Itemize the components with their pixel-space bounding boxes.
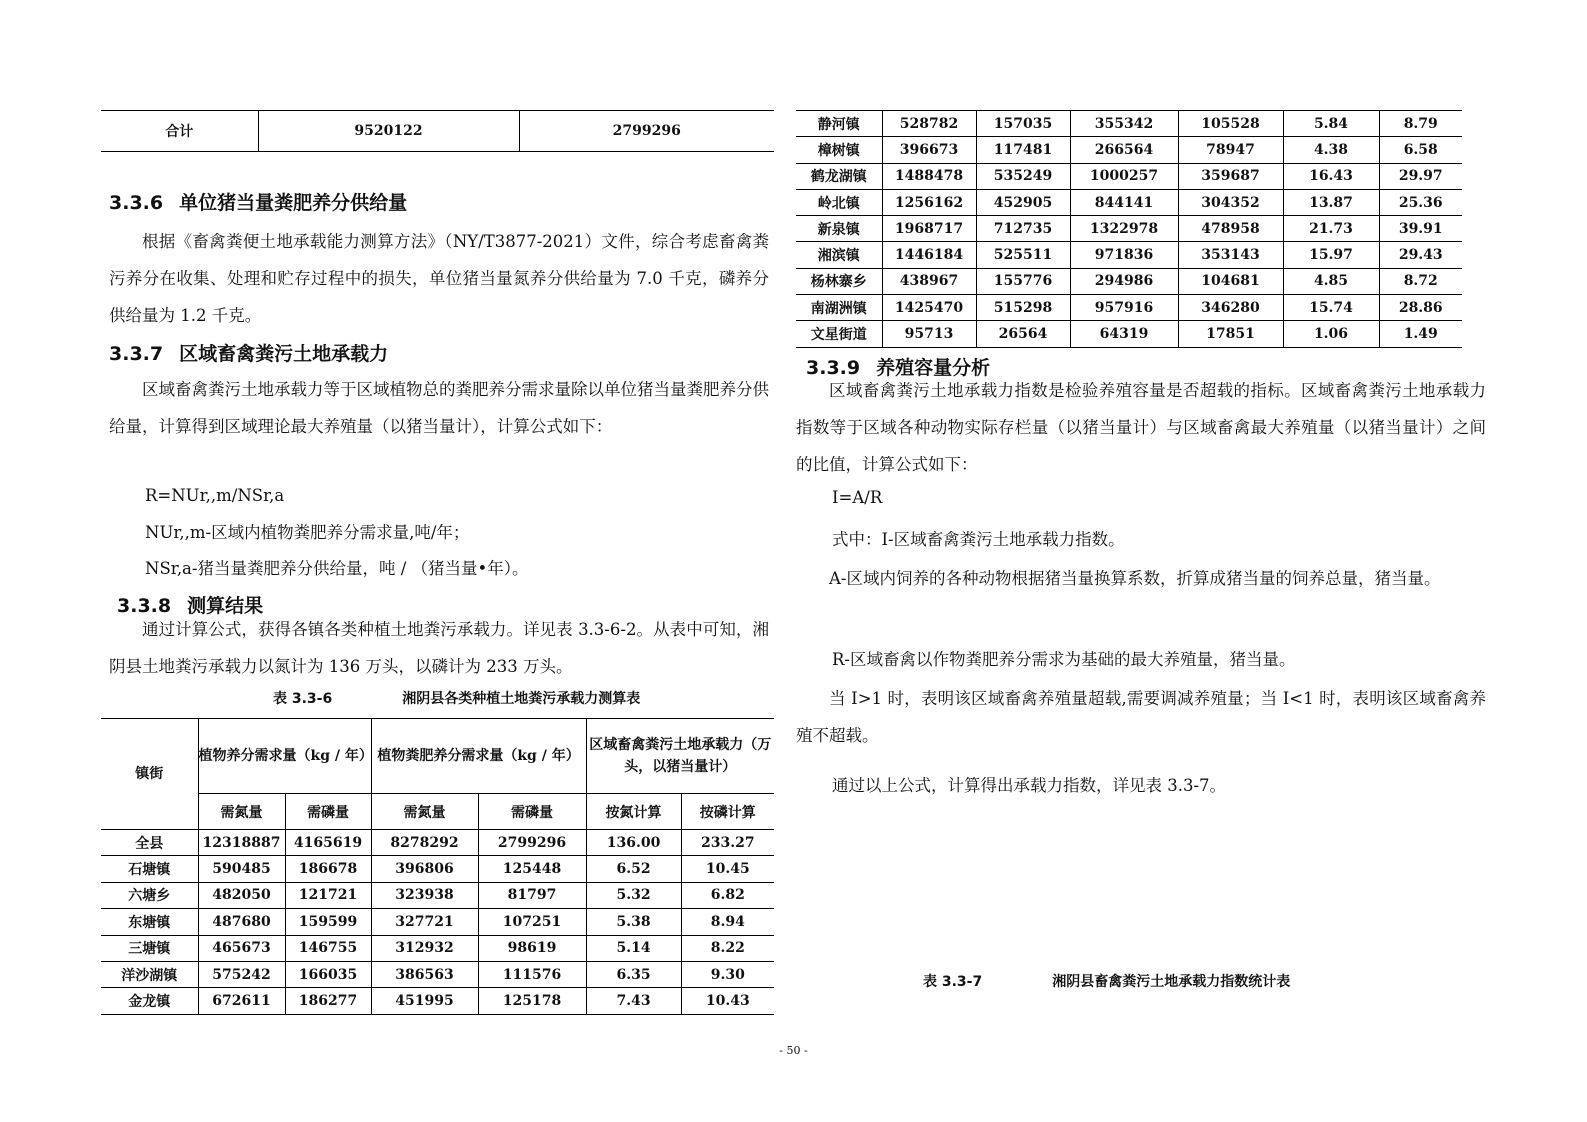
- cell-need-n: 1488478: [882, 163, 976, 189]
- cell-need-n: 95713: [882, 321, 976, 347]
- heading-3-3-6: [109, 188, 407, 215]
- cell-need-n: 1256162: [882, 189, 976, 215]
- cell-capacity-n: 5.32: [586, 882, 681, 908]
- cell-need-n: 528782: [882, 111, 976, 137]
- table-row: [101, 988, 774, 1014]
- cell-manure-n: 266564: [1070, 137, 1178, 163]
- definition-r: R-区域畜禽以作物粪肥养分需求为基础的最大养殖量，猪当量。: [832, 650, 1296, 669]
- cell-town: 石塘镇: [101, 856, 198, 882]
- cell-capacity-n: 15.97: [1283, 242, 1379, 268]
- cell-town: 岭北镇: [796, 189, 882, 215]
- cell-need-n: 482050: [198, 882, 285, 908]
- cell-manure-p: 107251: [478, 909, 586, 935]
- definition-a: A-区域内饲养的各种动物根据猪当量换算系数，折算成猪当量的饲养总量，猪当量。: [829, 569, 1441, 588]
- cell-capacity-n: 21.73: [1283, 216, 1379, 242]
- caption-title: 湘阴县畜禽粪污土地承载力指数统计表: [1052, 974, 1291, 990]
- header-plant-need: 植物养分需求量（kg / 年）: [198, 719, 371, 794]
- cell-manure-n: 386563: [371, 961, 478, 987]
- formula-i: I=A/R: [832, 488, 883, 507]
- cell-manure-n: 1322978: [1070, 216, 1178, 242]
- cell-capacity-p: 6.58: [1379, 137, 1462, 163]
- section-title: 单位猪当量粪肥养分供给量: [179, 192, 408, 214]
- cell-need-p: 157035: [976, 111, 1070, 137]
- cell-need-n: 438967: [882, 268, 976, 294]
- cell-need-p: 525511: [976, 242, 1070, 268]
- cell-capacity-p: 10.45: [681, 856, 774, 882]
- cell-manure-n: 8278292: [371, 830, 478, 856]
- cell-capacity-n: 15.74: [1283, 295, 1379, 321]
- cell-need-p: 117481: [976, 137, 1070, 163]
- section-number: 3.3.6: [109, 192, 164, 214]
- total-table: [101, 110, 774, 152]
- paragraph-3-3-9: 区域畜禽粪污土地承载力指数是检验养殖容量是否超载的指标。区域畜禽粪污土地承载力指数等于区域各种动物实际存栏量（以猪当量计）与区域畜禽最大养殖量（以猪当量计）之间的比值，计算公式如下：: [796, 381, 1486, 474]
- table-row: [796, 242, 1462, 268]
- cell-need-p: 186678: [285, 856, 371, 882]
- table-row: [796, 295, 1462, 321]
- cell-capacity-n: 6.52: [586, 856, 681, 882]
- cell-manure-p: 346280: [1178, 295, 1283, 321]
- cell-capacity-p: 28.86: [1379, 295, 1462, 321]
- table-row: [796, 321, 1462, 347]
- cell-manure-p: 478958: [1178, 216, 1283, 242]
- cell-manure-p: 17851: [1178, 321, 1283, 347]
- section-number: 3.3.8: [117, 595, 172, 617]
- paragraph-3-3-7: 区域畜禽粪污土地承载力等于区域植物总的粪肥养分需求量除以单位猪当量粪肥养分供给量，计算得到区域理论最大养殖量（以猪当量计），计算公式如下：: [109, 380, 769, 436]
- cell-need-n: 487680: [198, 909, 285, 935]
- section-title: 养殖容量分析: [876, 357, 991, 379]
- table-3-3-7-caption: [923, 971, 1290, 991]
- page-number: - 50 -: [779, 1044, 808, 1057]
- cell-need-n: 12318887: [198, 830, 285, 856]
- cell-capacity-p: 9.30: [681, 961, 774, 987]
- cell-capacity-n: 7.43: [586, 988, 681, 1014]
- cell-town: 南湖洲镇: [796, 295, 882, 321]
- paragraph-3-3-6: 根据《畜禽粪便土地承载能力测算方法》（NY/T3877-2021）文件，综合考虑畜禽粪污养分在收集、处理和贮存过程中的损失，单位猪当量氮养分供给量为 7.0 千克，磷养分供给量为 1.2 千克。: [109, 232, 769, 325]
- condition-text: 当 I>1 时，表明该区域畜禽养殖量超载,需要调减养殖量；当 I<1 时，表明该区域畜禽养殖不超载。: [796, 689, 1486, 745]
- cell-capacity-p: 6.82: [681, 882, 774, 908]
- cell-manure-n: 323938: [371, 882, 478, 908]
- cell-need-p: 4165619: [285, 830, 371, 856]
- cell-need-n: 1446184: [882, 242, 976, 268]
- cell-capacity-n: 5.14: [586, 935, 681, 961]
- cell-capacity-p: 8.72: [1379, 268, 1462, 294]
- table-row: [101, 909, 774, 935]
- cell-need-n: 575242: [198, 961, 285, 987]
- cell-manure-p: 105528: [1178, 111, 1283, 137]
- cell-capacity-n: 136.00: [586, 830, 681, 856]
- table-row: [796, 111, 1462, 137]
- cell-need-p: 166035: [285, 961, 371, 987]
- section-number: 3.3.7: [109, 343, 164, 365]
- cell-manure-p: 125448: [478, 856, 586, 882]
- cell-capacity-n: 4.85: [1283, 268, 1379, 294]
- table-row: [796, 216, 1462, 242]
- cell-town: 新泉镇: [796, 216, 882, 242]
- cell-manure-p: 359687: [1178, 163, 1283, 189]
- cell-town: 三塘镇: [101, 935, 198, 961]
- cell-capacity-p: 10.43: [681, 988, 774, 1014]
- table-row: [796, 137, 1462, 163]
- cell-need-p: 712735: [976, 216, 1070, 242]
- total-phosphorus: 2799296: [519, 111, 774, 152]
- caption-number: 表 3.3-6: [273, 691, 333, 707]
- cell-town: 樟树镇: [796, 137, 882, 163]
- table-3-3-6-continued: [796, 110, 1462, 348]
- cell-manure-p: 111576: [478, 961, 586, 987]
- total-label: 合计: [165, 124, 194, 140]
- cell-capacity-n: 1.06: [1283, 321, 1379, 347]
- formula-r: R=NUr,,m/NSr,a: [145, 486, 285, 505]
- cell-manure-p: 104681: [1178, 268, 1283, 294]
- cell-capacity-p: 8.22: [681, 935, 774, 961]
- cell-need-n: 1425470: [882, 295, 976, 321]
- cell-town: 静河镇: [796, 111, 882, 137]
- cell-town: 全县: [101, 830, 198, 856]
- header-need-n: 需氮量: [198, 794, 285, 830]
- table-3-3-6: [101, 718, 774, 1015]
- header-manure-p: 需磷量: [478, 794, 586, 830]
- cell-town: 湘滨镇: [796, 242, 882, 268]
- cell-manure-n: 1000257: [1070, 163, 1178, 189]
- paragraph-3-3-8: 通过计算公式，获得各镇各类种植土地粪污承载力。详见表 3.3-6-2。从表中可知，湘阴县土地粪污承载力以氮计为 136 万头，以磷计为 233 万头。: [109, 620, 769, 676]
- heading-3-3-7: [109, 339, 388, 366]
- cell-need-n: 672611: [198, 988, 285, 1014]
- cell-need-p: 535249: [976, 163, 1070, 189]
- definition-i: 式中：I-区域畜禽粪污土地承载力指数。: [832, 530, 1125, 549]
- cell-town: 洋沙湖镇: [101, 961, 198, 987]
- cell-manure-n: 844141: [1070, 189, 1178, 215]
- section-title: 测算结果: [187, 595, 264, 617]
- cell-manure-p: 78947: [1178, 137, 1283, 163]
- definition-nur: NUr,,m-区域内植物粪肥养分需求量,吨/年；: [145, 523, 470, 542]
- cell-need-p: 26564: [976, 321, 1070, 347]
- table-row: [796, 163, 1462, 189]
- caption-title: 湘阴县各类种植土地粪污承载力测算表: [402, 691, 641, 707]
- cell-capacity-n: 13.87: [1283, 189, 1379, 215]
- cell-manure-n: 64319: [1070, 321, 1178, 347]
- cell-capacity-p: 1.49: [1379, 321, 1462, 347]
- cell-capacity-n: 5.38: [586, 909, 681, 935]
- cell-need-n: 590485: [198, 856, 285, 882]
- header-by-p: 按磷计算: [681, 794, 774, 830]
- cell-manure-p: 353143: [1178, 242, 1283, 268]
- cell-capacity-p: 29.97: [1379, 163, 1462, 189]
- cell-need-n: 396673: [882, 137, 976, 163]
- cell-town: 六塘乡: [101, 882, 198, 908]
- table-row: [101, 961, 774, 987]
- header-capacity: 区域畜禽粪污土地承载力（万头，以猪当量计）: [586, 719, 774, 794]
- cell-need-p: 159599: [285, 909, 371, 935]
- table-row: [101, 830, 774, 856]
- cell-manure-n: 327721: [371, 909, 478, 935]
- header-manure-need: 植物粪肥养分需求量（kg / 年）: [371, 719, 586, 794]
- table-subheader-row: [101, 794, 774, 830]
- table-3-3-6-body: [101, 830, 774, 1015]
- cell-capacity-p: 8.79: [1379, 111, 1462, 137]
- header-need-p: 需磷量: [285, 794, 371, 830]
- table-row: [101, 882, 774, 908]
- cell-manure-p: 125178: [478, 988, 586, 1014]
- header-manure-n: 需氮量: [371, 794, 478, 830]
- cell-need-p: 146755: [285, 935, 371, 961]
- cell-capacity-p: 233.27: [681, 830, 774, 856]
- cell-town: 鹤龙湖镇: [796, 163, 882, 189]
- cell-manure-n: 971836: [1070, 242, 1178, 268]
- header-town: 镇街: [101, 719, 198, 830]
- cell-town: 文星街道: [796, 321, 882, 347]
- cell-capacity-p: 25.36: [1379, 189, 1462, 215]
- cell-capacity-p: 29.43: [1379, 242, 1462, 268]
- table-header-row: [101, 719, 774, 794]
- cell-need-p: 452905: [976, 189, 1070, 215]
- caption-number: 表 3.3-7: [923, 974, 983, 990]
- section-number: 3.3.9: [806, 357, 861, 379]
- cell-manure-p: 304352: [1178, 189, 1283, 215]
- cell-need-p: 121721: [285, 882, 371, 908]
- cell-capacity-p: 8.94: [681, 909, 774, 935]
- table-continued-body: [796, 111, 1462, 348]
- result-text: 通过以上公式，计算得出承载力指数，详见表 3.3-7。: [832, 776, 1227, 795]
- cell-capacity-n: 16.43: [1283, 163, 1379, 189]
- cell-manure-p: 81797: [478, 882, 586, 908]
- cell-manure-n: 312932: [371, 935, 478, 961]
- cell-manure-n: 396806: [371, 856, 478, 882]
- cell-need-p: 155776: [976, 268, 1070, 294]
- cell-town: 东塘镇: [101, 909, 198, 935]
- cell-manure-n: 294986: [1070, 268, 1178, 294]
- cell-capacity-n: 5.84: [1283, 111, 1379, 137]
- table-row: [101, 856, 774, 882]
- cell-manure-n: 451995: [371, 988, 478, 1014]
- cell-need-n: 1968717: [882, 216, 976, 242]
- cell-capacity-p: 39.91: [1379, 216, 1462, 242]
- table-row: [796, 268, 1462, 294]
- cell-manure-p: 98619: [478, 935, 586, 961]
- table-row: [796, 189, 1462, 215]
- table-3-3-6-caption: [273, 688, 640, 708]
- definition-nsr: NSr,a-猪当量粪肥养分供给量，吨 / （猪当量•年）。: [145, 559, 529, 578]
- cell-manure-n: 355342: [1070, 111, 1178, 137]
- total-nitrogen: 9520122: [258, 111, 519, 152]
- total-row: [101, 111, 774, 152]
- header-by-n: 按氮计算: [586, 794, 681, 830]
- cell-need-n: 465673: [198, 935, 285, 961]
- cell-capacity-n: 4.38: [1283, 137, 1379, 163]
- table-row: [101, 935, 774, 961]
- cell-town: 杨林寨乡: [796, 268, 882, 294]
- section-title: 区域畜禽粪污土地承载力: [179, 343, 389, 365]
- cell-manure-n: 957916: [1070, 295, 1178, 321]
- cell-need-p: 515298: [976, 295, 1070, 321]
- cell-need-p: 186277: [285, 988, 371, 1014]
- cell-manure-p: 2799296: [478, 830, 586, 856]
- cell-town: 金龙镇: [101, 988, 198, 1014]
- cell-capacity-n: 6.35: [586, 961, 681, 987]
